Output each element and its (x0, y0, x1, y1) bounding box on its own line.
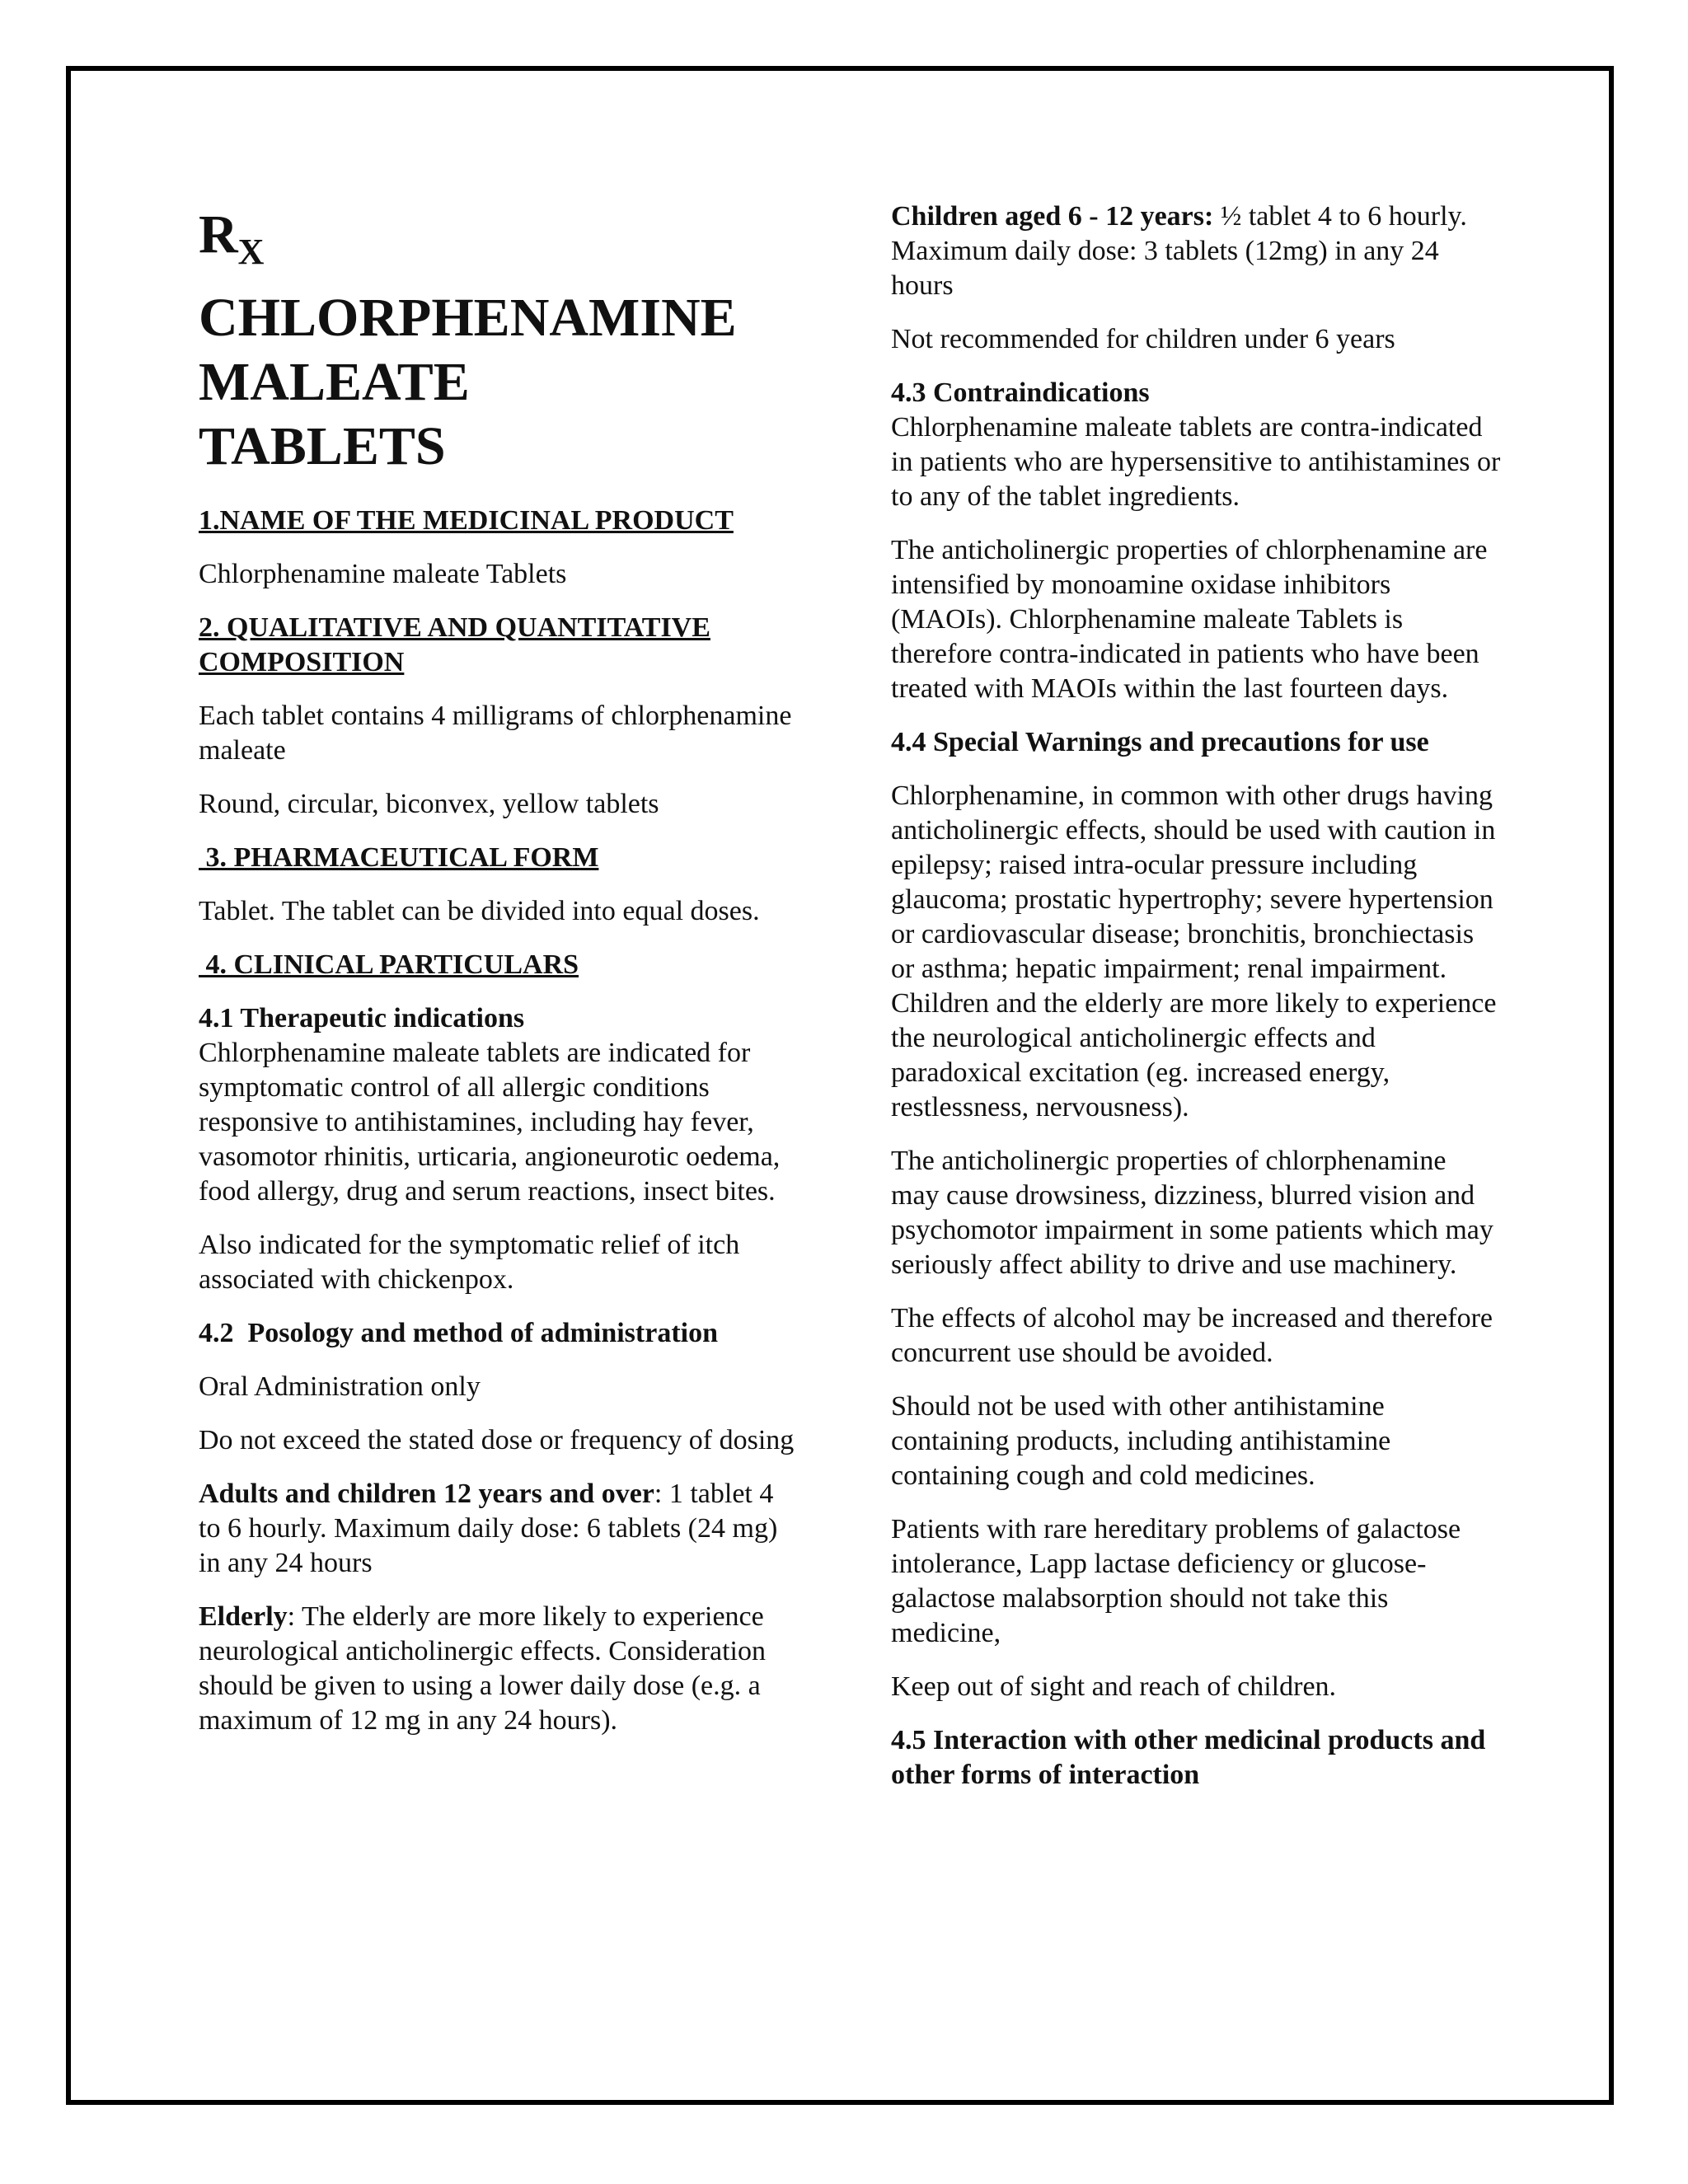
adults-label: Adults and children 12 years and over (199, 1479, 654, 1509)
rx-x: X (237, 232, 265, 272)
title-line-2: MALEATE (199, 352, 470, 412)
section-3-text: Tablet. The tablet can be divided into equal doses. (199, 896, 760, 926)
adults-text: : 1 tablet 4 to 6 hourly. Maximum daily dose: 6 tablets (24 mg) in any 24 hours (199, 1479, 778, 1578)
section-4-4-heading: 4.4 Special Warnings and precautions for use (891, 727, 1429, 757)
adults-dosing (199, 1477, 800, 1581)
children-dosing (891, 199, 1501, 303)
section-4-2-heading: 4.2 Posology and method of administration (199, 1318, 718, 1348)
section-4-4-text-4: Should not be used with other antihistamine containing products, including antihistamine containing cough and cold medicines. (891, 1391, 1391, 1491)
section-4-3-text-2: The anticholinergic properties of chlorphenamine are intensified by monoamine oxidase inhibitors (MAOIs). Chlorphenamine maleate Tablets is therefore contra-indicated in patients who have been treated with MAOIs within the last fourteen days. (891, 535, 1488, 704)
section-4-1-text: Chlorphenamine maleate tablets are indicated for symptomatic control of all allergic conditions responsive to antihistamines, including hay fever, vasomotor rhinitis, urticaria, angioneurotic oedema, food allergy, drug and serum reactions, insect bites. (199, 1038, 781, 1207)
section-2-heading-line-2: COMPOSITION (199, 647, 405, 677)
elderly-label: Elderly (199, 1601, 288, 1632)
section-4-4-text-6: Keep out of sight and reach of children. (891, 1671, 1337, 1702)
section-4-1-text-2: Also indicated for the symptomatic relief of itch associated with chickenpox. (199, 1230, 740, 1295)
children-text: ½ tablet 4 to 6 hourly. Maximum daily dose: 3 tablets (12mg) in any 24 hours (891, 201, 1467, 301)
rx-r: R (199, 204, 238, 265)
section-2-heading (199, 611, 800, 680)
section-4-1-heading: 4.1 Therapeutic indications (199, 1003, 525, 1033)
section-2-text-1: Each tablet contains 4 milligrams of chlorphenamine maleate (199, 701, 792, 766)
section-4-5-heading: 4.5 Interaction with other medicinal products and other forms of interaction (891, 1725, 1486, 1790)
section-4-heading: 4. CLINICAL PARTICULARS (199, 949, 579, 980)
children-label: Children aged 6 - 12 years: (891, 201, 1214, 232)
section-4-4-text-5: Patients with rare hereditary problems of galactose intolerance, Lapp lactase deficiency or glucose-galactose malabsorption should not take this medicine, (891, 1514, 1461, 1648)
section-1-heading: 1.NAME OF THE MEDICINAL PRODUCT (199, 505, 734, 536)
section-4-2-text-2: Do not exceed the stated dose or frequency of dosing (199, 1425, 795, 1455)
section-2-heading-line-1: 2. QUALITATIVE AND QUANTITATIVE (199, 612, 710, 643)
right-column (891, 199, 1501, 1793)
rx-symbol (199, 206, 800, 281)
title-line-3: TABLETS (199, 416, 446, 476)
section-4-4-text-1: Chlorphenamine, in common with other drugs having anticholinergic effects, should be used with caution in epilepsy; raised intra-ocular pressure including glaucoma; prostatic hypertrophy; severe hypertension or cardiovascular disease; bronchitis, bronchiectasis or asthma; hepatic impairment; renal impairment. Children and the elderly are more likely to experience the neurological anticholinergic effects and paradoxical excitation (eg. increased energy, restlessness, nervousness). (891, 780, 1497, 1122)
section-2-text-2: Round, circular, biconvex, yellow tablets (199, 789, 659, 819)
not-recommended-text: Not recommended for children under 6 years (891, 324, 1395, 354)
section-4-2-text-1: Oral Administration only (199, 1371, 481, 1402)
title-block (199, 206, 800, 479)
title-line-1: CHLORPHENAMINE (199, 288, 737, 348)
section-4-3-heading: 4.3 Contraindications (891, 377, 1150, 408)
section-4-3-text-1: Chlorphenamine maleate tablets are contra-indicated in patients who are hypersensitive to antihistamines or to any of the tablet ingredients. (891, 412, 1501, 512)
section-4-4-text-3: The effects of alcohol may be increased and therefore concurrent use should be avoided. (891, 1303, 1493, 1368)
section-1-text: Chlorphenamine maleate Tablets (199, 559, 567, 589)
left-column (199, 206, 800, 1757)
elderly-dosing (199, 1600, 800, 1738)
section-3-heading: 3. PHARMACEUTICAL FORM (199, 842, 599, 873)
elderly-text: : The elderly are more likely to experience neurological anticholinergic effects. Consideration should be given to using a lower daily dose (e.g. a maximum of 12 mg in any 24 hours). (199, 1601, 766, 1736)
section-4-4-text-2: The anticholinergic properties of chlorphenamine may cause drowsiness, dizziness, blurred vision and psychomotor impairment in some patients which may seriously affect ability to drive and use machinery. (891, 1146, 1493, 1280)
